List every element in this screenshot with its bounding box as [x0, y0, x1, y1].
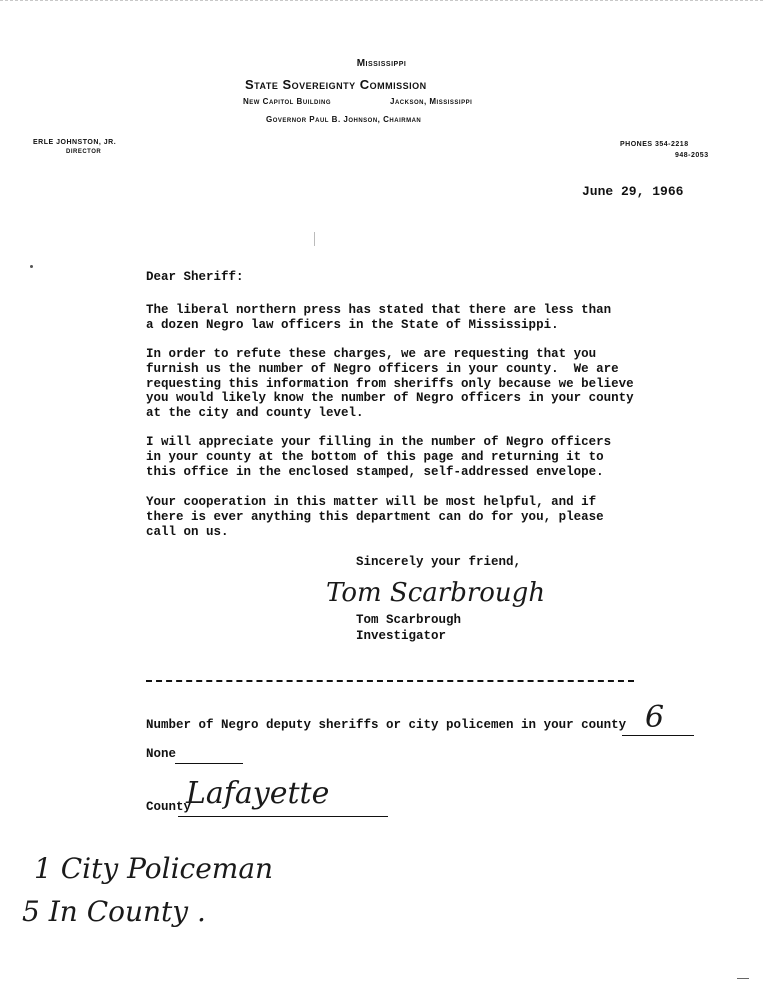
letterhead-state: Mississippi — [356, 58, 407, 69]
closing: Sincerely your friend, — [356, 555, 522, 569]
county-answer[interactable]: Lafayette — [186, 776, 330, 811]
salutation: Dear Sheriff: — [146, 270, 244, 284]
signer-title: Investigator — [356, 629, 447, 643]
paragraph-3: I will appreciate your filling in the number of Negro officers in your county at the bottom of this page and returning it to this office in the enclosed stamped, self-addressed envelope. — [146, 435, 612, 479]
handwritten-signature: Tom Scarbrough — [326, 578, 546, 608]
letterhead-commission: State Sovereignty Commission — [245, 77, 427, 92]
note-city-policeman: 1 City Policeman — [34, 852, 274, 885]
letterhead-address-right: Jackson, Mississippi — [390, 97, 473, 106]
signer-name: Tom Scarbrough — [356, 613, 462, 627]
phones-line2: 948-2053 — [675, 152, 709, 159]
letterhead-address-left: New Capitol Building — [243, 97, 331, 106]
paragraph-4: Your cooperation in this matter will be most helpful, and if there is ever anything this department can do for you, please call on us. — [146, 495, 604, 539]
letter-date: June 29, 1966 — [582, 184, 684, 199]
paragraph-2: In order to refute these charges, we are requesting that you furnish us the number of Negro officers in your county. We are requesting this information from sheriffs only because we believe you would likely know the number of Negro officers in your county at the city and county level. — [146, 347, 634, 421]
note-in-county: 5 In County . — [22, 895, 206, 928]
officer-count-answer[interactable]: 6 — [645, 700, 665, 735]
none-underline[interactable] — [175, 763, 243, 764]
officer-count-question: Number of Negro deputy sheriffs or city policemen in your county — [146, 718, 627, 732]
scan-edge-mark — [737, 978, 749, 979]
officer-count-underline — [622, 735, 694, 736]
letterhead-governor: Governor Paul B. Johnson, Chairman — [266, 115, 422, 124]
top-dashed-border — [0, 0, 763, 1]
director-title: DIRECTOR — [66, 149, 102, 155]
phones-line1: PHONES 354-2218 — [620, 141, 689, 148]
scan-mark — [314, 232, 317, 246]
paragraph-1: The liberal northern press has stated that there are less than a dozen Negro law officers in the State of Mississippi. — [146, 303, 612, 332]
scan-dot — [30, 265, 33, 268]
none-label: None — [146, 747, 177, 761]
director-name: ERLE JOHNSTON, JR. — [33, 139, 117, 146]
county-label: County — [146, 800, 192, 814]
tear-off-dashed-line — [146, 680, 634, 682]
county-underline — [178, 816, 388, 817]
